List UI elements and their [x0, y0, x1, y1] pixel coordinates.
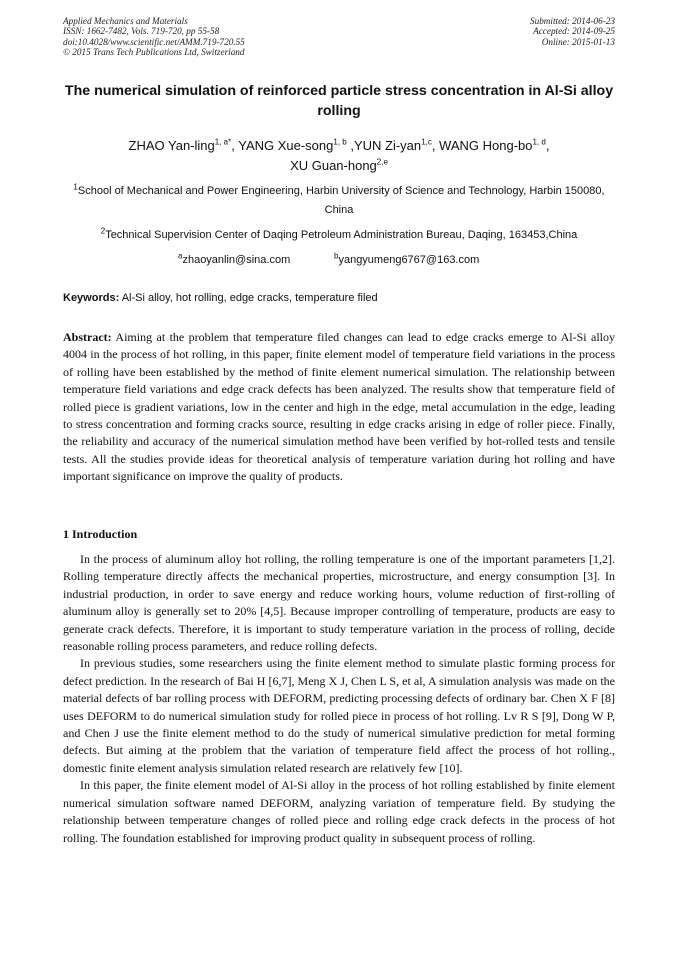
author-superscript: 1,c	[421, 137, 432, 147]
author-separator: ,	[346, 138, 354, 153]
keywords-text: Al-Si alloy, hot rolling, edge cracks, temperature filed	[119, 292, 378, 304]
email-address: zhaoyanlin@sina.com	[182, 254, 291, 266]
affiliation-text: Technical Supervision Center of Daqing Petroleum Administration Bureau, Daqing, 163453,China	[105, 229, 578, 241]
journal-header-right	[530, 16, 615, 47]
email-address: yangyumeng6767@163.com	[338, 254, 480, 266]
author-name: WANG Hong-bo	[439, 138, 533, 153]
paragraph: In previous studies, some researchers using the finite element method to simulate plastic forming process for defect prediction. In the research of Bai H [6,7], Meng X J, Chen L S, et al, A simulation analysis was made on the material defects of bar rolling process with DEFORM, predicting processing defects of ordinary bar. Chen X F [8] uses DEFORM to do numerical simulation study for rolled piece in process of hot rolling. Lv R S [9], Dong W P, and Chen J use the finite element method to do the study of numerical simulative prediction for metal forming defects. But aiming at the problem that the variation of temperature field affect the process of hot rolling., domestic finite element analysis simulation related research are relatively few [10].	[63, 656, 615, 775]
journal-header-left	[63, 16, 245, 58]
author-separator: ,	[431, 138, 440, 153]
abstract-text: Aiming at the problem that temperature filed changes can lead to edge cracks emerge to Al-Si alloy 4004 in the process of hot rolling, in this paper, finite element model of temperature field variations in the process of rolling have been established by the method of finite element numerical simulation. The relationship between temperature field variations and edge crack defects has been analyzed. The results show that temperature field of rolled piece is gradient variations, low in the center and high in the edge, metal accumulation in the edge, leading to stress concentration and forming cracks source, resulting in edge cracks arising in edge of roller piece. Finally, the reliability and accuracy of the numerical simulation method have been verified by hot-rolled tests and tensile tests. All the studies provide ideas for theoretical analysis of temperature variation during hot rolling and have important significance on improve the quality of products.	[63, 330, 615, 484]
email-a	[178, 252, 290, 268]
author-superscript: 1, b	[333, 137, 347, 147]
keywords	[63, 290, 615, 306]
issn-line: ISSN: 1662-7482, Vols. 719-720, pp 55-58	[63, 26, 220, 37]
paragraph: In the process of aluminum alloy hot rolling, the rolling temperature is one of the important parameters [1,2]. Rolling temperature directly affects the mechanical properties, microstructure, and energy consumption [3]. In industrial production, in order to save energy and reduce working hours, volume reduction of first-rolling of aluminum alloy is generally set to 20% [4,5]. Because improper controlling of temperature, products are easy to generate crack defects. Therefore, it is important to study temperature variation in the process of rolling, decide reasonable rolling process parameters, and reduce rolling defects.	[63, 552, 615, 654]
paragraph: In this paper, the finite element model of Al-Si alloy in the process of hot rolling established by finite element numerical simulation software named DEFORM, analyzing variation of temperature field. By studying the relationship between temperature changes of rolled piece and rolling edge crack defects in the process of hot rolling. The foundation established for improving product quality in subsequent process of rolling.	[63, 778, 615, 845]
author-separator: ,	[231, 138, 239, 153]
keywords-label: Keywords:	[63, 292, 120, 304]
email-superscript: a	[178, 251, 183, 261]
email-superscript: b	[334, 251, 339, 261]
author-name: ZHAO Yan-ling	[128, 138, 215, 153]
journal-name: Applied Mechanics and Materials	[63, 16, 188, 26]
paper-title: The numerical simulation of reinforced particle stress concentration in Al-Si alloy rolling	[64, 83, 614, 119]
email-b	[334, 252, 479, 268]
accepted-date: Accepted: 2014-09-25	[533, 26, 615, 37]
affiliation-2	[60, 226, 618, 245]
submitted-date: Submitted: 2014-06-23	[530, 16, 615, 26]
author-name: YUN Zi-yan	[353, 138, 422, 153]
author-superscript: 1, a*	[214, 137, 232, 147]
abstract	[63, 329, 615, 486]
doi-line: doi:10.4028/www.scientific.net/AMM.719-720.55	[63, 36, 245, 47]
section-body	[63, 551, 615, 847]
author-separator: ,	[545, 138, 550, 153]
author-name: YANG Xue-song	[238, 138, 334, 153]
copyright-line: © 2015 Trans Tech Publications Ltd, Switzerland	[63, 47, 245, 58]
online-date: Online: 2015-01-13	[541, 36, 615, 47]
section-heading: 1 Introduction	[63, 527, 138, 541]
author-list	[60, 136, 618, 176]
affiliation-1	[60, 182, 618, 220]
affiliation-superscript: 2	[100, 226, 106, 236]
author-superscript: 1, d	[532, 137, 546, 147]
author-superscript: 2,e	[376, 157, 388, 167]
affiliation-superscript: 1	[73, 182, 78, 192]
author-name: XU Guan-hong	[290, 158, 377, 173]
affiliation-text: School of Mechanical and Power Engineering, Harbin University of Science and Technology, Harbin 150080, China	[77, 185, 605, 216]
abstract-label: Abstract:	[63, 330, 112, 344]
